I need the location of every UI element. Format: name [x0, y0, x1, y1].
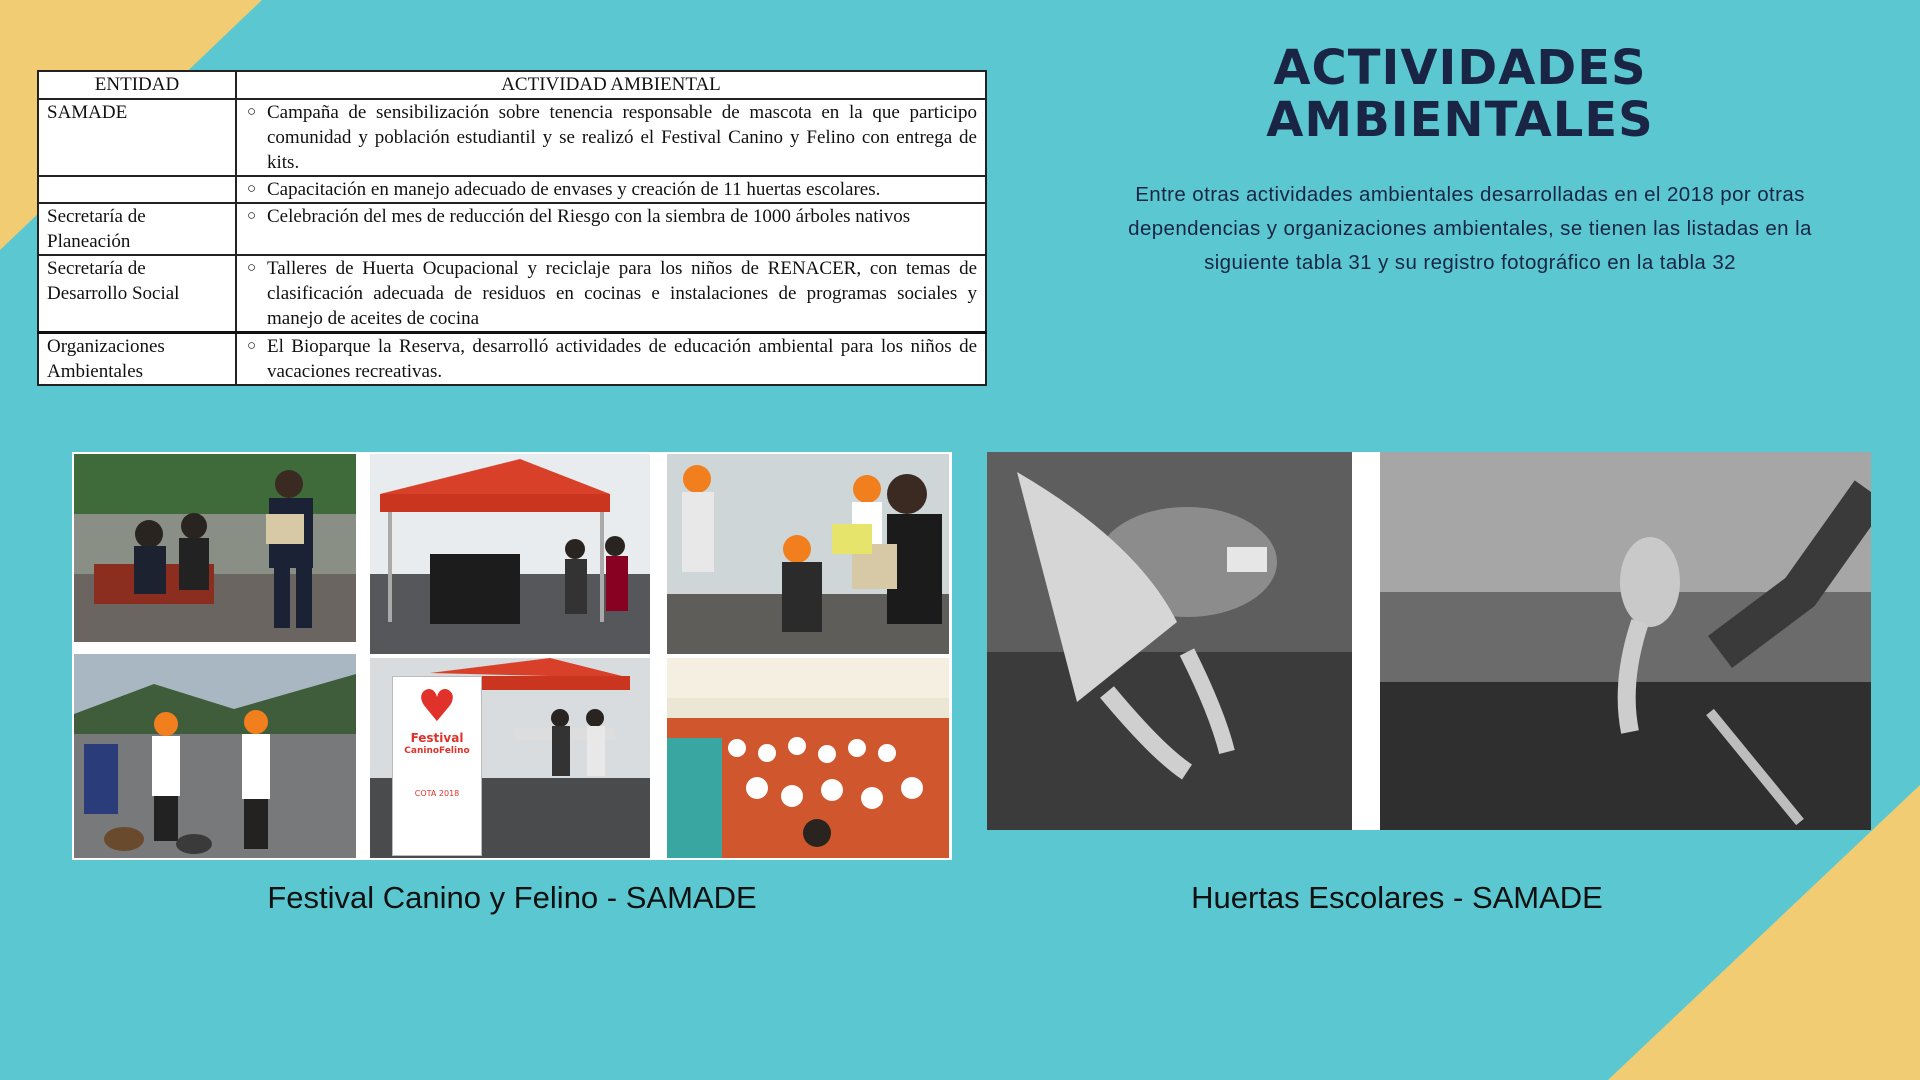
table-row [38, 255, 986, 333]
activities-table [37, 70, 987, 386]
title-line-2: AMBIENTALES [1266, 92, 1654, 148]
table-header-row [38, 71, 986, 99]
activity-cell: ○ Talleres de Huerta Ocupacional y reciclaje para los niños de RENACER, con temas de clasificación adecuada de residuos en cocinas e instalaciones de programas sociales y manejo de aceites de cocina [236, 255, 986, 333]
entity-cell: SAMADE [38, 99, 236, 176]
intro-paragraph: Entre otras actividades ambientales desarrolladas en el 2018 por otras dependencias y organizaciones ambientales, se tienen las listadas en la siguiente tabla 31 y su registro fotográfico en la tabla 32 [1128, 183, 1812, 274]
photo-kit-delivery [667, 454, 949, 654]
activity-cell: ○ Campaña de sensibilización sobre tenencia responsable de mascota en la que participo comunidad y población estudiantil y se realizó el Festival Canino y Felino con entrega de kits. [236, 99, 986, 176]
entity-cell: Organizaciones Ambientales [38, 333, 236, 386]
photo-dogs-park [74, 654, 356, 858]
table-row [38, 99, 986, 176]
photo-people-bench [74, 454, 356, 642]
banner-line-1: Festival [410, 731, 464, 745]
column-header-entity: ENTIDAD [38, 71, 236, 99]
page-title [1240, 42, 1680, 146]
banner-line-2: CaninoFelino [404, 746, 470, 756]
photo-planting-right [1380, 452, 1871, 830]
heart-logo-icon: ♥ [417, 681, 457, 732]
photo-red-tent [370, 454, 650, 654]
activity-cell: ○ El Bioparque la Reserva, desarrolló actividades de educación ambiental para los niños de vacaciones recreativas. [236, 333, 986, 386]
festival-photo-collage [72, 452, 952, 860]
photo-planting-left [987, 452, 1352, 830]
entity-cell [38, 176, 236, 203]
column-header-activity: ACTIVIDAD AMBIENTAL [236, 71, 986, 99]
activity-cell: ○ Capacitación en manejo adecuado de envases y creación de 11 huertas escolares. [236, 176, 986, 203]
title-line-1: ACTIVIDADES [1273, 40, 1647, 96]
table-row [38, 176, 986, 203]
activity-cell: ○ Celebración del mes de reducción del Riesgo con la siembra de 1000 árboles nativos [236, 203, 986, 255]
festival-caption: Festival Canino y Felino - SAMADE [267, 880, 757, 915]
photo-festival-banner [370, 658, 650, 858]
entity-cell: Secretaría de Desarrollo Social [38, 255, 236, 333]
huertas-photo-collage [987, 452, 1871, 830]
huertas-caption: Huertas Escolares - SAMADE [1191, 880, 1603, 915]
table-row [38, 333, 986, 386]
table-row [38, 203, 986, 255]
photo-children-classroom [667, 658, 949, 858]
banner-line-3: COTA 2018 [414, 789, 460, 798]
entity-cell: Secretaría de Planeación [38, 203, 236, 255]
festival-banner [392, 676, 482, 856]
